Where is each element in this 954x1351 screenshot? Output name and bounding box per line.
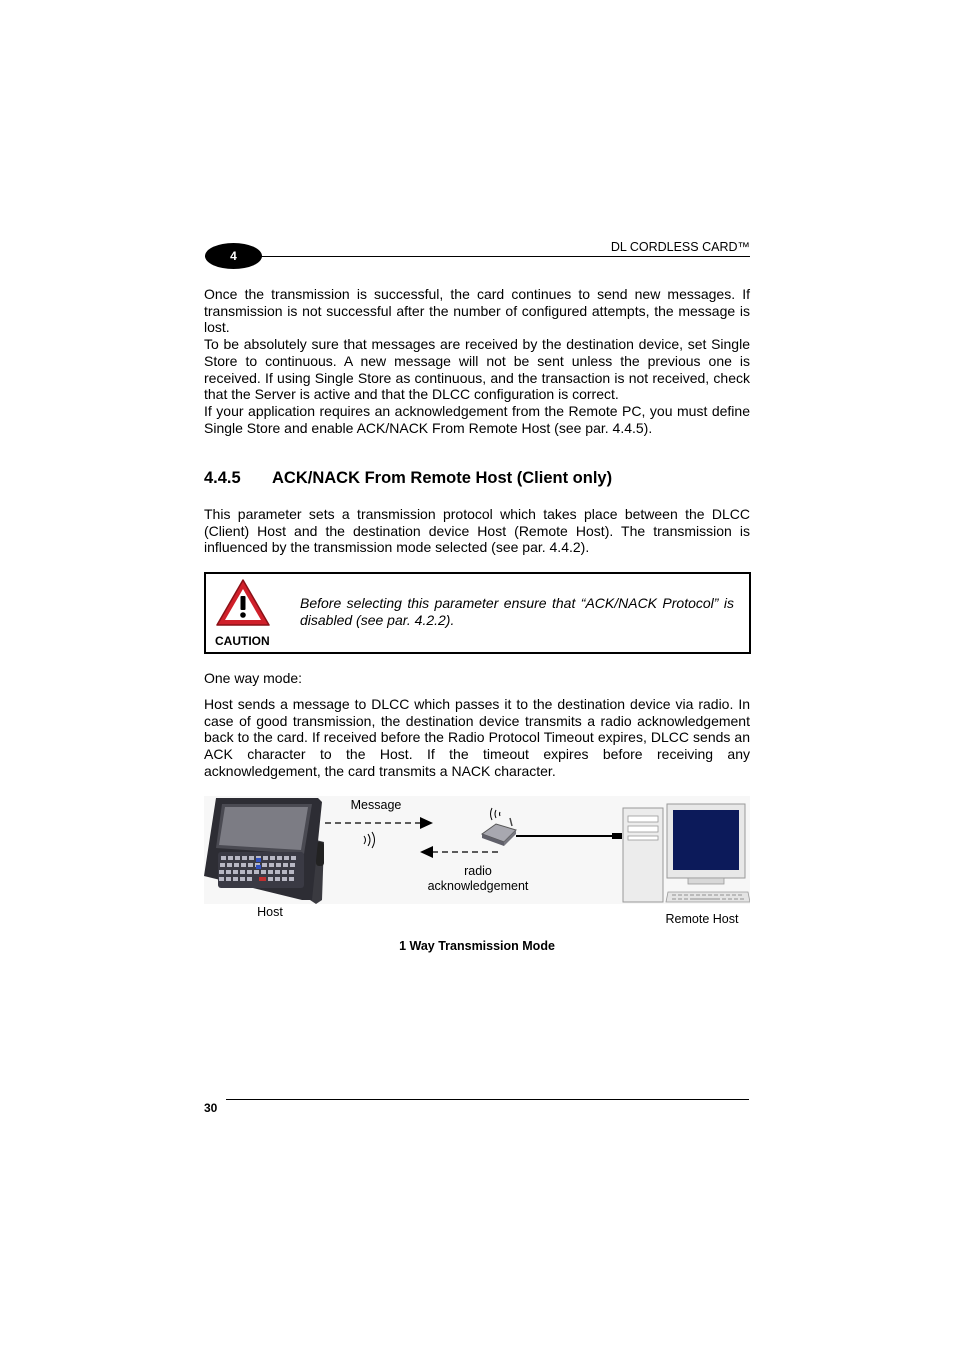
host-label: Host	[257, 905, 283, 919]
caution-box	[204, 572, 751, 654]
caution-text: Before selecting this parameter ensure that “ACK/NACK Protocol” is disabled (see par. 4.2.2).	[300, 595, 734, 628]
chapter-badge: 4	[205, 243, 262, 269]
warning-triangle-icon	[214, 577, 272, 629]
section-number: 4.4.5	[204, 469, 241, 487]
section-heading	[204, 469, 612, 488]
message-arrowhead	[420, 817, 433, 829]
host-radio-waves-icon	[364, 832, 375, 848]
intro-text	[204, 286, 750, 436]
radio-ack-label-line1: radio	[464, 864, 492, 878]
header-title: DL CORDLESS CARD™	[610, 240, 750, 254]
page-number: 30	[204, 1101, 218, 1115]
radio-device-image	[482, 808, 516, 846]
caution-label: CAUTION	[215, 634, 270, 648]
keypad	[218, 852, 304, 888]
remote-host-pc-image	[623, 804, 750, 902]
one-way-paragraph: Host sends a message to DLCC which passes it to the destination device via radio. In case of good transmission, the destination device transmits a radio acknowledgement back to the card. If received before the Radio Protocol Timeout expires, DLCC sends an ACK character to the Host. If the timeout expires before receiving any acknowledgement, the card transmits a NACK character.	[204, 696, 750, 779]
host-terminal-image	[204, 798, 324, 904]
figure-caption: 1 Way Transmission Mode	[399, 939, 555, 953]
intro-paragraph: To be absolutely sure that messages are received by the destination device, set Single Store to continuous. A new message will not be sent unless the previous one is received. If using Single Store as continuous, and the transaction is not received, check that the Server is active and that the DLCC configuration is correct.	[204, 336, 750, 403]
intro-paragraph: Once the transmission is successful, the card continues to send new messages. If transmission is not successful after the number of configured attempts, the message is lost.	[204, 286, 750, 336]
footer-rule	[226, 1099, 749, 1100]
section-paragraph: This parameter sets a transmission protocol which takes place between the DLCC (Client) Host and the destination device Host (Remote Host). The transmission is influenced by the transmission mode selected (see par. 4.4.2).	[204, 506, 750, 556]
ack-arrowhead	[420, 846, 433, 858]
device-radio-waves-icon	[491, 808, 501, 820]
radio-ack-label-line2: acknowledgement	[427, 879, 529, 893]
one-way-label: One way mode:	[204, 670, 303, 686]
intro-paragraph: If your application requires an acknowledgement from the Remote PC, you must define Single Store and enable ACK/NACK From Remote Host (see par. 4.4.5).	[204, 402, 750, 436]
section-title: ACK/NACK From Remote Host (Client only)	[272, 469, 613, 487]
header-rule	[205, 256, 750, 257]
remote-host-label: Remote Host	[665, 912, 739, 926]
message-label: Message	[350, 798, 402, 812]
